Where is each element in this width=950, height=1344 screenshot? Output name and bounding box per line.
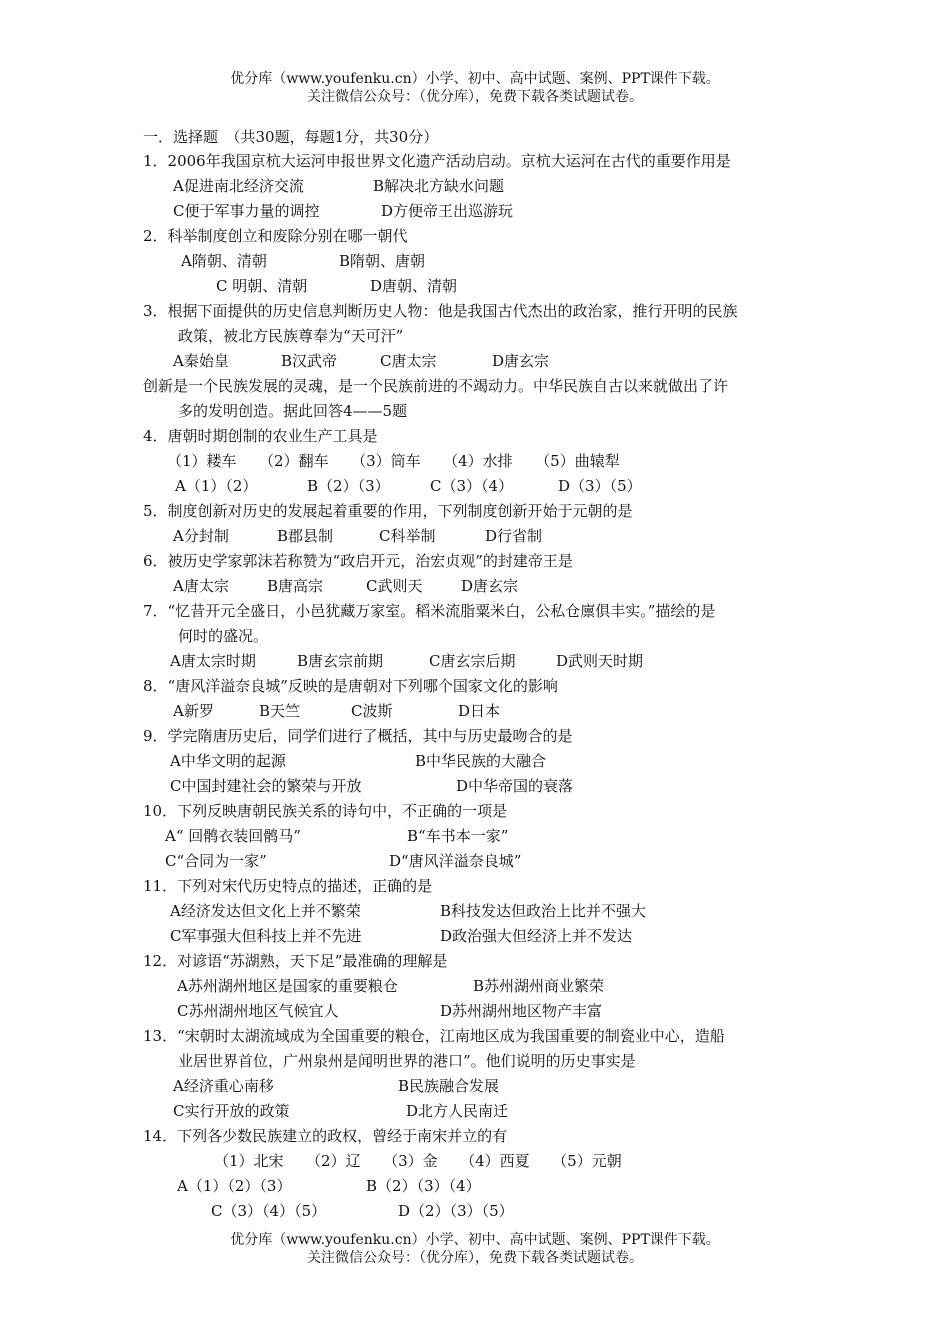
question-13-stem-line-2: 业居世界首位，广州泉州是闻明世界的港口”。他们说明的历史事实是 bbox=[178, 1052, 636, 1070]
q9-option-a: A中华文明的起源 bbox=[170, 752, 286, 770]
q9-option-c: C中国封建社会的繁荣与开放 bbox=[170, 777, 362, 795]
q1-option-c: C便于军事力量的调控 bbox=[173, 202, 320, 220]
q3-option-c: C唐太宗 bbox=[380, 352, 437, 370]
question-3-stem-line-1: 3．根据下面提供的历史信息判断历史人物：他是我国古代杰出的政治家，推行开明的民族 bbox=[143, 302, 738, 320]
q6-option-c: C武则天 bbox=[366, 577, 423, 595]
question-2-stem: 2．科举制度创立和废除分别在哪一朝代 bbox=[143, 227, 408, 245]
q3-option-d: D唐玄宗 bbox=[492, 352, 550, 370]
passage-line-1: 创新是一个民族发展的灵魂，是一个民族前进的不竭动力。中华民族自古以来就做出了许 bbox=[143, 377, 729, 395]
q7-option-b: B唐玄宗前期 bbox=[297, 652, 384, 670]
question-8-stem: 8．“唐风洋溢奈良城”反映的是唐朝对下列哪个国家文化的影响 bbox=[143, 677, 558, 695]
question-7-stem-line-1: 7．“忆昔开元全盛日，小邑犹藏万家室。稻米流脂粟米白，公私仓廪俱丰实。”描绘的是 bbox=[143, 602, 716, 620]
q12-option-d: D苏州湖州地区物产丰富 bbox=[440, 1002, 603, 1020]
q2-option-c: C 明朝、清朝 bbox=[216, 277, 308, 295]
q8-option-d: D日本 bbox=[458, 702, 501, 720]
passage-line-2: 多的发明创造。据此回答4——5题 bbox=[178, 402, 408, 420]
q1-option-a: A促进南北经济交流 bbox=[173, 177, 304, 195]
q9-option-d: D中华帝国的衰落 bbox=[456, 777, 574, 795]
q10-option-d: D“唐风洋溢奈良城” bbox=[389, 852, 522, 870]
question-11-stem: 11．下列对宋代历史特点的描述，正确的是 bbox=[143, 877, 433, 895]
q10-option-a: A“ 回鹘衣装回鹘马” bbox=[165, 827, 301, 845]
question-10-stem: 10．下列反映唐朝民族关系的诗句中，不正确的一项是 bbox=[143, 802, 508, 820]
q4-option-b: B（2）（3） bbox=[307, 477, 390, 495]
q4-option-d: D（3）（5） bbox=[558, 477, 642, 495]
q3-option-a: A秦始皇 bbox=[173, 352, 229, 370]
question-9-stem: 9．学完隋唐历史后，同学们进行了概括，其中与历史最吻合的是 bbox=[143, 727, 573, 745]
question-1-stem: 1．2006年我国京杭大运河申报世界文化遗产活动启动。京杭大运河在古代的重要作用是 bbox=[143, 152, 731, 170]
question-13-stem-line-1: 13．“宋朝时太湖流域成为全国重要的粮仓，江南地区成为我国重要的制瓷业中心，造船 bbox=[143, 1027, 725, 1045]
q6-option-b: B唐高宗 bbox=[267, 577, 324, 595]
q11-option-b: B科技发达但政治上比并不强大 bbox=[440, 902, 647, 920]
q14-option-d: D（2）（3）（5） bbox=[398, 1202, 514, 1220]
q1-option-d: D方便帝王出巡游玩 bbox=[381, 202, 514, 220]
q13-option-d: D北方人民南迁 bbox=[406, 1102, 509, 1120]
question-14-stem: 14．下列各少数民族建立的政权，曾经于南宋并立的有 bbox=[143, 1127, 508, 1145]
q4-option-a: A（1）（2） bbox=[175, 477, 258, 495]
question-4-stem: 4．唐朝时期创制的农业生产工具是 bbox=[143, 427, 378, 445]
q14-option-a: A（1）（2）（3） bbox=[177, 1177, 292, 1195]
q8-option-c: C波斯 bbox=[351, 702, 393, 720]
question-12-stem: 12．对谚语“苏湖熟，天下足”最准确的理解是 bbox=[143, 952, 448, 970]
q10-option-b: B“车书本一家” bbox=[407, 827, 509, 845]
q14-option-c: C（3）（4）（5） bbox=[211, 1202, 327, 1220]
q14-option-b: B（2）（3）（4） bbox=[366, 1177, 481, 1195]
q11-option-c: C军事强大但科技上并不先进 bbox=[170, 927, 362, 945]
question-6-stem: 6．被历史学家郭沫若称赞为“政启开元，治宏贞观”的封建帝王是 bbox=[143, 552, 573, 570]
q12-option-a: A苏州湖州地区是国家的重要粮仓 bbox=[177, 977, 398, 995]
q1-option-b: B解决北方缺水问题 bbox=[373, 177, 505, 195]
q5-option-a: A分封制 bbox=[173, 527, 229, 545]
q8-option-b: B天竺 bbox=[259, 702, 301, 720]
q11-option-d: D政治强大但经济上并不发达 bbox=[440, 927, 633, 945]
q12-option-b: B苏州湖州商业繁荣 bbox=[473, 977, 605, 995]
q10-option-c: C“合同为一家” bbox=[165, 852, 267, 870]
q4-items: （1）耧车 （2）翻车 （3）筒车 （4）水排 （5）曲辕犁 bbox=[167, 452, 620, 470]
footer-line-2: 关注微信公众号：（优分库），免费下载各类试题试卷。 bbox=[307, 1250, 643, 1266]
q7-option-d: D武则天时期 bbox=[556, 652, 644, 670]
q8-option-a: A新罗 bbox=[173, 702, 214, 720]
q5-option-b: B郡县制 bbox=[277, 527, 334, 545]
q12-option-c: C苏州湖州地区气候宜人 bbox=[177, 1002, 339, 1020]
q3-option-b: B汉武帝 bbox=[281, 352, 338, 370]
section-title: 一．选择题 （共30题，每题1分，共30分） bbox=[143, 128, 439, 146]
q2-option-d: D唐朝、清朝 bbox=[370, 277, 458, 295]
q7-option-c: C唐玄宗后期 bbox=[429, 652, 516, 670]
q6-option-d: D唐玄宗 bbox=[461, 577, 519, 595]
footer-line-1: 优分库（www.youfenku.cn）小学、初中、高中试题、案例、PPT课件下载。 bbox=[230, 1232, 720, 1248]
q13-option-c: C实行开放的政策 bbox=[173, 1102, 290, 1120]
question-7-stem-line-2: 何时的盛况。 bbox=[178, 627, 269, 645]
header-line-1: 优分库（www.youfenku.cn）小学、初中、高中试题、案例、PPT课件下载。 bbox=[230, 71, 720, 87]
q7-option-a: A唐太宗时期 bbox=[170, 652, 256, 670]
q5-option-c: C科举制 bbox=[379, 527, 436, 545]
header-line-2: 关注微信公众号：（优分库），免费下载各类试题试卷。 bbox=[307, 89, 643, 105]
q2-option-a: A隋朝、清朝 bbox=[181, 252, 267, 270]
question-5-stem: 5．制度创新对历史的发展起着重要的作用，下列制度创新开始于元朝的是 bbox=[143, 502, 633, 520]
q14-items: （1）北宋 （2）辽 （3）金 （4）西夏 （5）元朝 bbox=[214, 1152, 622, 1170]
q11-option-a: A经济发达但文化上并不繁荣 bbox=[170, 902, 361, 920]
q2-option-b: B隋朝、唐朝 bbox=[339, 252, 426, 270]
q4-option-c: C（3）（4） bbox=[430, 477, 514, 495]
q13-option-b: B民族融合发展 bbox=[398, 1077, 500, 1095]
q5-option-d: D行省制 bbox=[485, 527, 543, 545]
q6-option-a: A唐太宗 bbox=[173, 577, 229, 595]
q9-option-b: B中华民族的大融合 bbox=[415, 752, 547, 770]
question-3-stem-line-2: 政策，被北方民族尊奉为“天可汗” bbox=[178, 327, 404, 345]
q13-option-a: A经济重心南移 bbox=[173, 1077, 274, 1095]
